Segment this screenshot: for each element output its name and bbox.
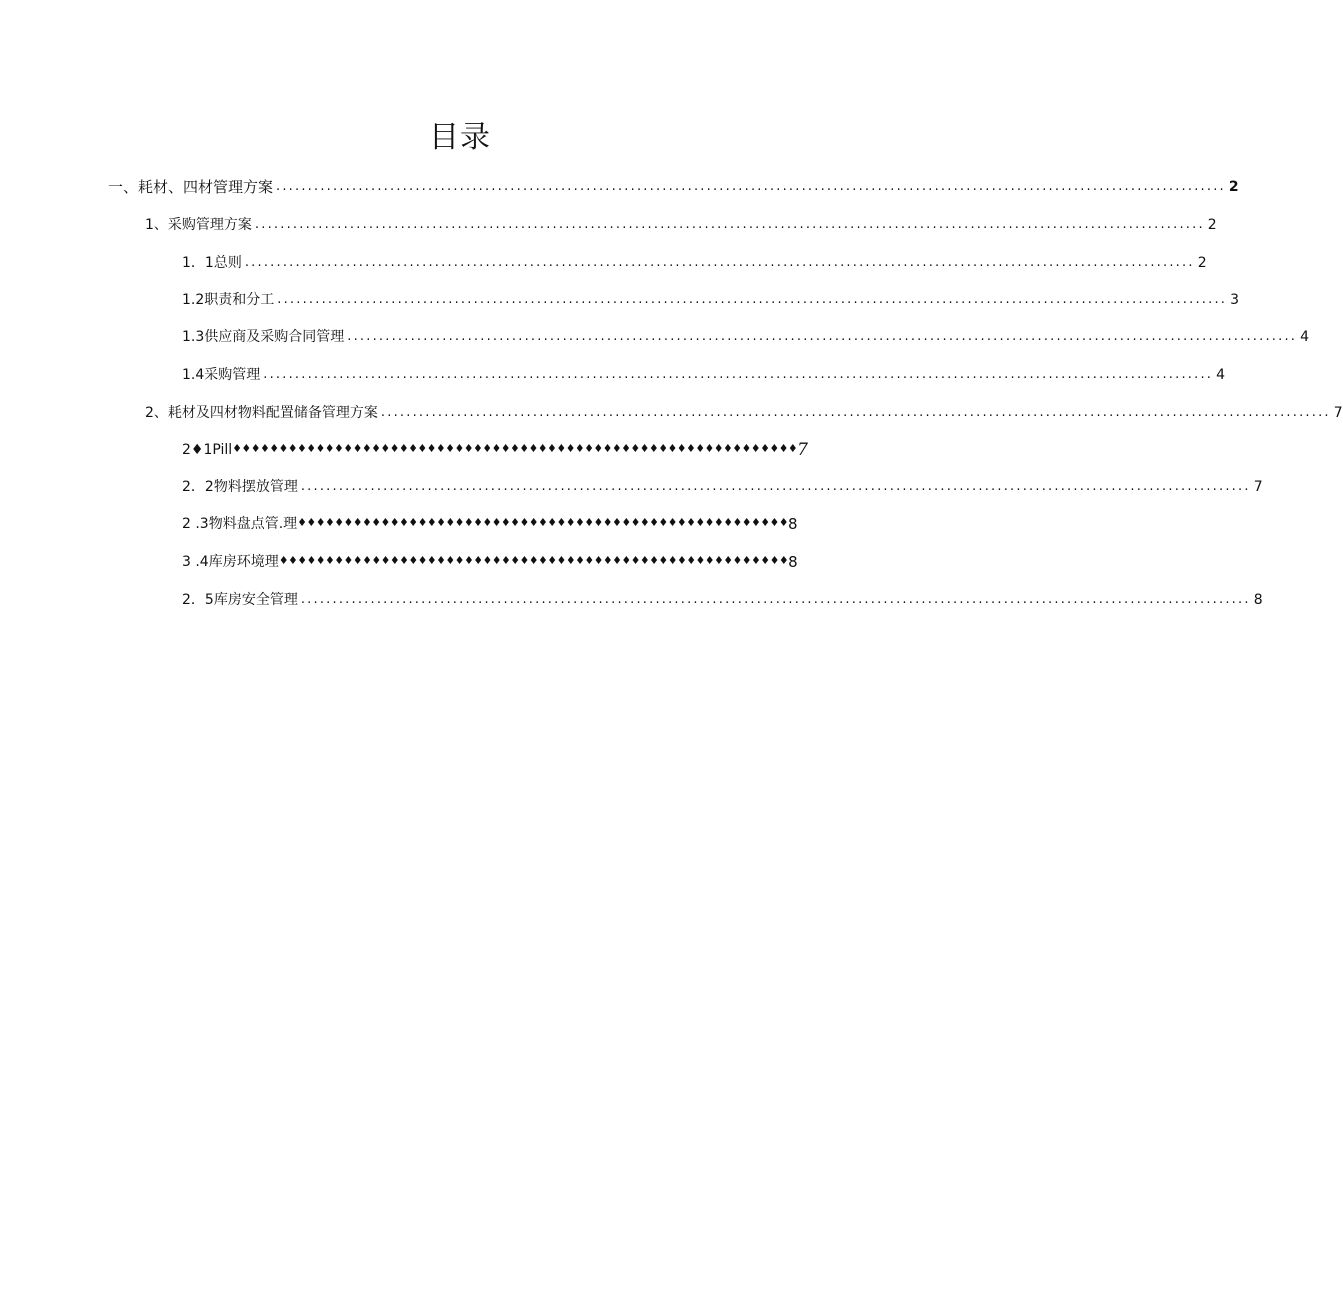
dot-leader: ...................................................................................................................................................... [244, 255, 1195, 270]
dot-leader: ...................................................................................................................................................... [380, 405, 1331, 420]
toc-entry-label: 1.4采购管理 [182, 367, 261, 383]
toc-entry-page: 8 [1253, 592, 1263, 608]
toc-entry-label: 1．1总则 [182, 255, 242, 271]
glyph-leader: ♦♦♦♦♦♦♦♦♦♦♦♦♦♦♦♦♦♦♦♦♦♦♦♦♦♦♦♦♦♦♦♦♦♦♦♦♦♦♦♦♦♦♦♦♦♦♦♦♦♦♦♦♦♦♦ [278, 554, 789, 567]
dot-leader: ...................................................................................................................................................... [276, 179, 1226, 194]
document-title: 目录 [429, 120, 491, 155]
toc-entry-page: 2 [1207, 217, 1217, 233]
toc-entry[interactable] [182, 475, 1263, 499]
toc-entry-label: 3 .4库房环境理 [182, 554, 279, 570]
toc-entry[interactable] [182, 588, 1263, 612]
toc-entry-label: 2 .3物料盘点管.理 [182, 516, 298, 532]
toc-entry-label: 1.2职责和分工 [182, 292, 275, 308]
toc-entry[interactable] [182, 288, 1240, 312]
toc-entry-label: 2．5库房安全管理 [182, 592, 298, 608]
toc-entry[interactable] [145, 213, 1217, 237]
toc-entry-label: 1.3供应商及采购合同管理 [182, 329, 345, 345]
toc-entry-label: 2、耗材及四材物料配置储备管理方案 [145, 405, 378, 421]
toc-entry-label: 2♦1Pill [182, 442, 233, 458]
toc-entry-page: 4 [1216, 367, 1226, 383]
toc-entry-label: 一、耗材、四材管理方案 [108, 178, 274, 196]
toc-entry-label: 1、采购管理方案 [145, 217, 252, 233]
toc-entry[interactable] [182, 363, 1226, 387]
dot-leader: ...................................................................................................................................................... [263, 367, 1214, 382]
toc-entry-page: 8 [788, 553, 798, 571]
toc-entry[interactable] [182, 550, 798, 574]
toc-entry-page: 3 [1230, 292, 1240, 308]
dot-leader: ...................................................................................................................................................... [277, 292, 1228, 307]
toc-entry-label: 2．2物料摆放管理 [182, 479, 298, 495]
dot-leader: ...................................................................................................................................................... [347, 329, 1298, 344]
toc-entry-page: 7 [1333, 405, 1343, 421]
toc-entry-page: 7 [1253, 479, 1263, 495]
toc-entry-page: 2 [1197, 255, 1207, 271]
glyph-leader: ♦♦♦♦♦♦♦♦♦♦♦♦♦♦♦♦♦♦♦♦♦♦♦♦♦♦♦♦♦♦♦♦♦♦♦♦♦♦♦♦♦♦♦♦♦♦♦♦♦♦♦♦♦♦♦♦♦♦♦♦♦ [232, 442, 798, 455]
toc-entry-page: 8 [788, 515, 798, 533]
dot-leader: ...................................................................................................................................................... [300, 592, 1251, 607]
toc-entry[interactable] [182, 438, 808, 462]
glyph-leader: ♦♦♦♦♦♦♦♦♦♦♦♦♦♦♦♦♦♦♦♦♦♦♦♦♦♦♦♦♦♦♦♦♦♦♦♦♦♦♦♦♦♦♦♦♦♦♦♦♦♦♦♦♦ [297, 516, 789, 529]
dot-leader: ...................................................................................................................................................... [300, 479, 1251, 494]
toc-entry-page: 7 [797, 440, 808, 460]
toc-entry[interactable] [145, 401, 1343, 425]
dot-leader: ...................................................................................................................................................... [254, 217, 1205, 232]
toc-entry[interactable] [108, 175, 1239, 199]
toc-entry-page: 2 [1228, 179, 1239, 195]
toc-entry-page: 4 [1300, 329, 1310, 345]
toc-entry[interactable] [182, 512, 798, 536]
toc-entry[interactable] [182, 325, 1310, 349]
toc-entry[interactable] [182, 251, 1207, 275]
